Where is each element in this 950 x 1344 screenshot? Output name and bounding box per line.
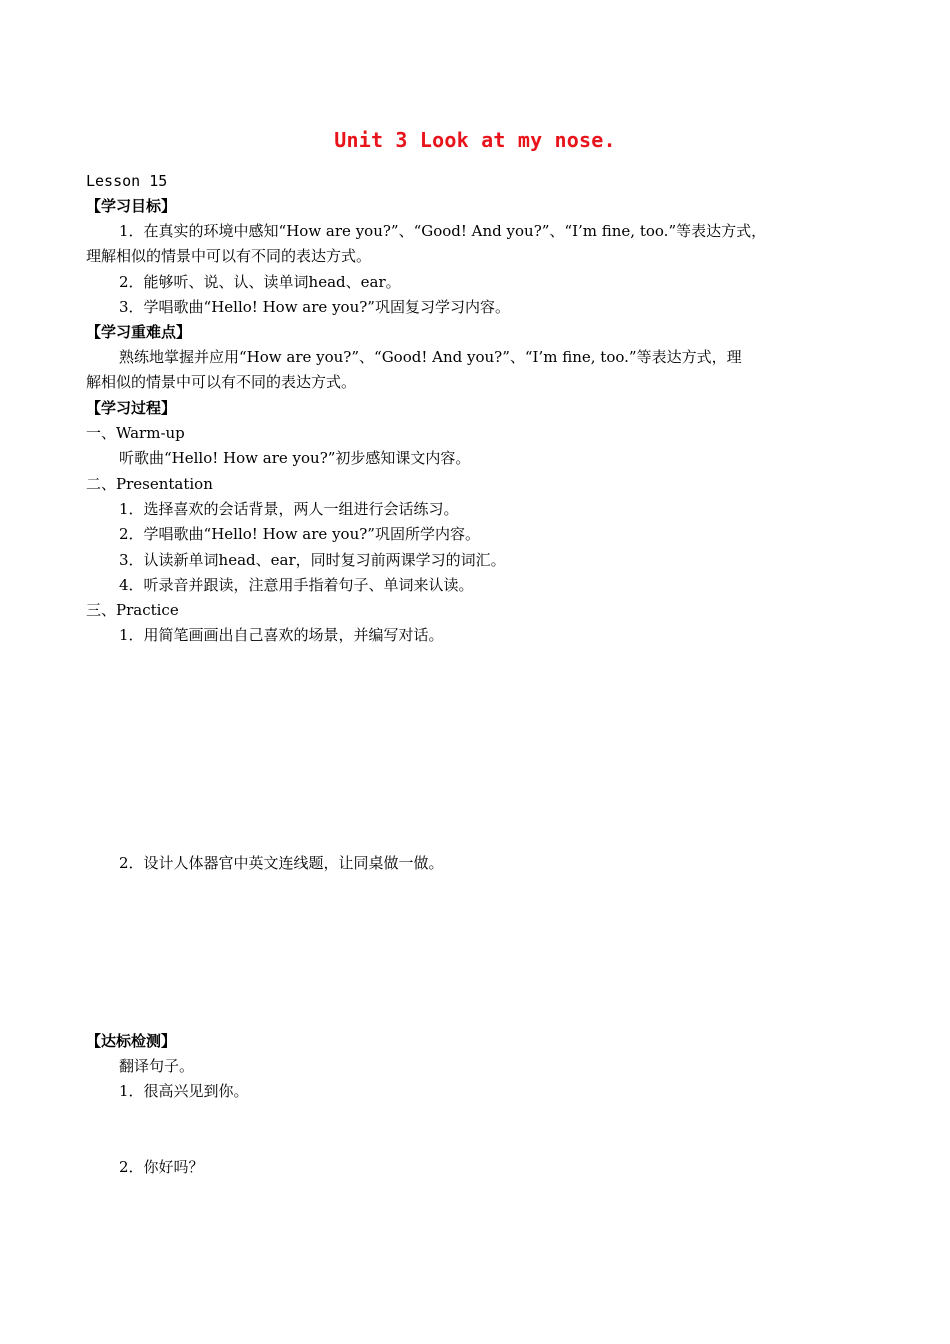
assessment-item: 2．你好吗？ xyxy=(119,1158,204,1176)
presentation-item: 1．选择喜欢的会话背景，两人一组进行会话练习。 xyxy=(119,500,459,518)
section-heading-process: 【学习过程】 xyxy=(86,399,177,417)
objective-item: 2．能够听、说、认、读单词head、ear。 xyxy=(119,273,401,291)
warmup-label: 一、Warm-up xyxy=(86,424,185,442)
practice-item: 1．用简笔画画出自己喜欢的场景，并编写对话。 xyxy=(119,626,444,644)
page-title: Unit 3 Look at my nose. xyxy=(334,128,616,152)
key-points-text: 熟练地掌握并应用“How are you?”、“Good! And you?”、“I’m fine, too.”等表达方式，理 xyxy=(119,348,742,366)
section-heading-objectives: 【学习目标】 xyxy=(86,197,177,215)
warmup-item: 听歌曲“Hello! How are you?”初步感知课文内容。 xyxy=(119,449,471,467)
key-points-text-continuation: 解相似的情景中可以有不同的表达方式。 xyxy=(86,373,357,391)
presentation-label: 二、Presentation xyxy=(86,475,213,493)
assessment-item: 1．很高兴见到你。 xyxy=(119,1082,249,1100)
practice-label: 三、Practice xyxy=(86,601,179,619)
presentation-item: 2．学唱歌曲“Hello! How are you?”巩固所学内容。 xyxy=(119,525,480,543)
practice-item: 2．设计人体器官中英文连线题，让同桌做一做。 xyxy=(119,854,444,872)
assessment-instruction: 翻译句子。 xyxy=(119,1057,195,1075)
objective-item: 1．在真实的环境中感知“How are you?”、“Good! And you?”、“I’m fine, too.”等表达方式， xyxy=(119,222,767,240)
section-heading-assessment: 【达标检测】 xyxy=(86,1032,177,1050)
objective-item-continuation: 理解相似的情景中可以有不同的表达方式。 xyxy=(86,247,372,265)
presentation-item: 3．认读新单词head、ear，同时复习前两课学习的词汇。 xyxy=(119,551,506,569)
objective-item: 3．学唱歌曲“Hello! How are you?”巩固复习学习内容。 xyxy=(119,298,510,316)
presentation-item: 4．听录音并跟读，注意用手指着句子、单词来认读。 xyxy=(119,576,474,594)
section-heading-key-points: 【学习重难点】 xyxy=(86,323,192,341)
lesson-label: Lesson 15 xyxy=(86,172,168,190)
